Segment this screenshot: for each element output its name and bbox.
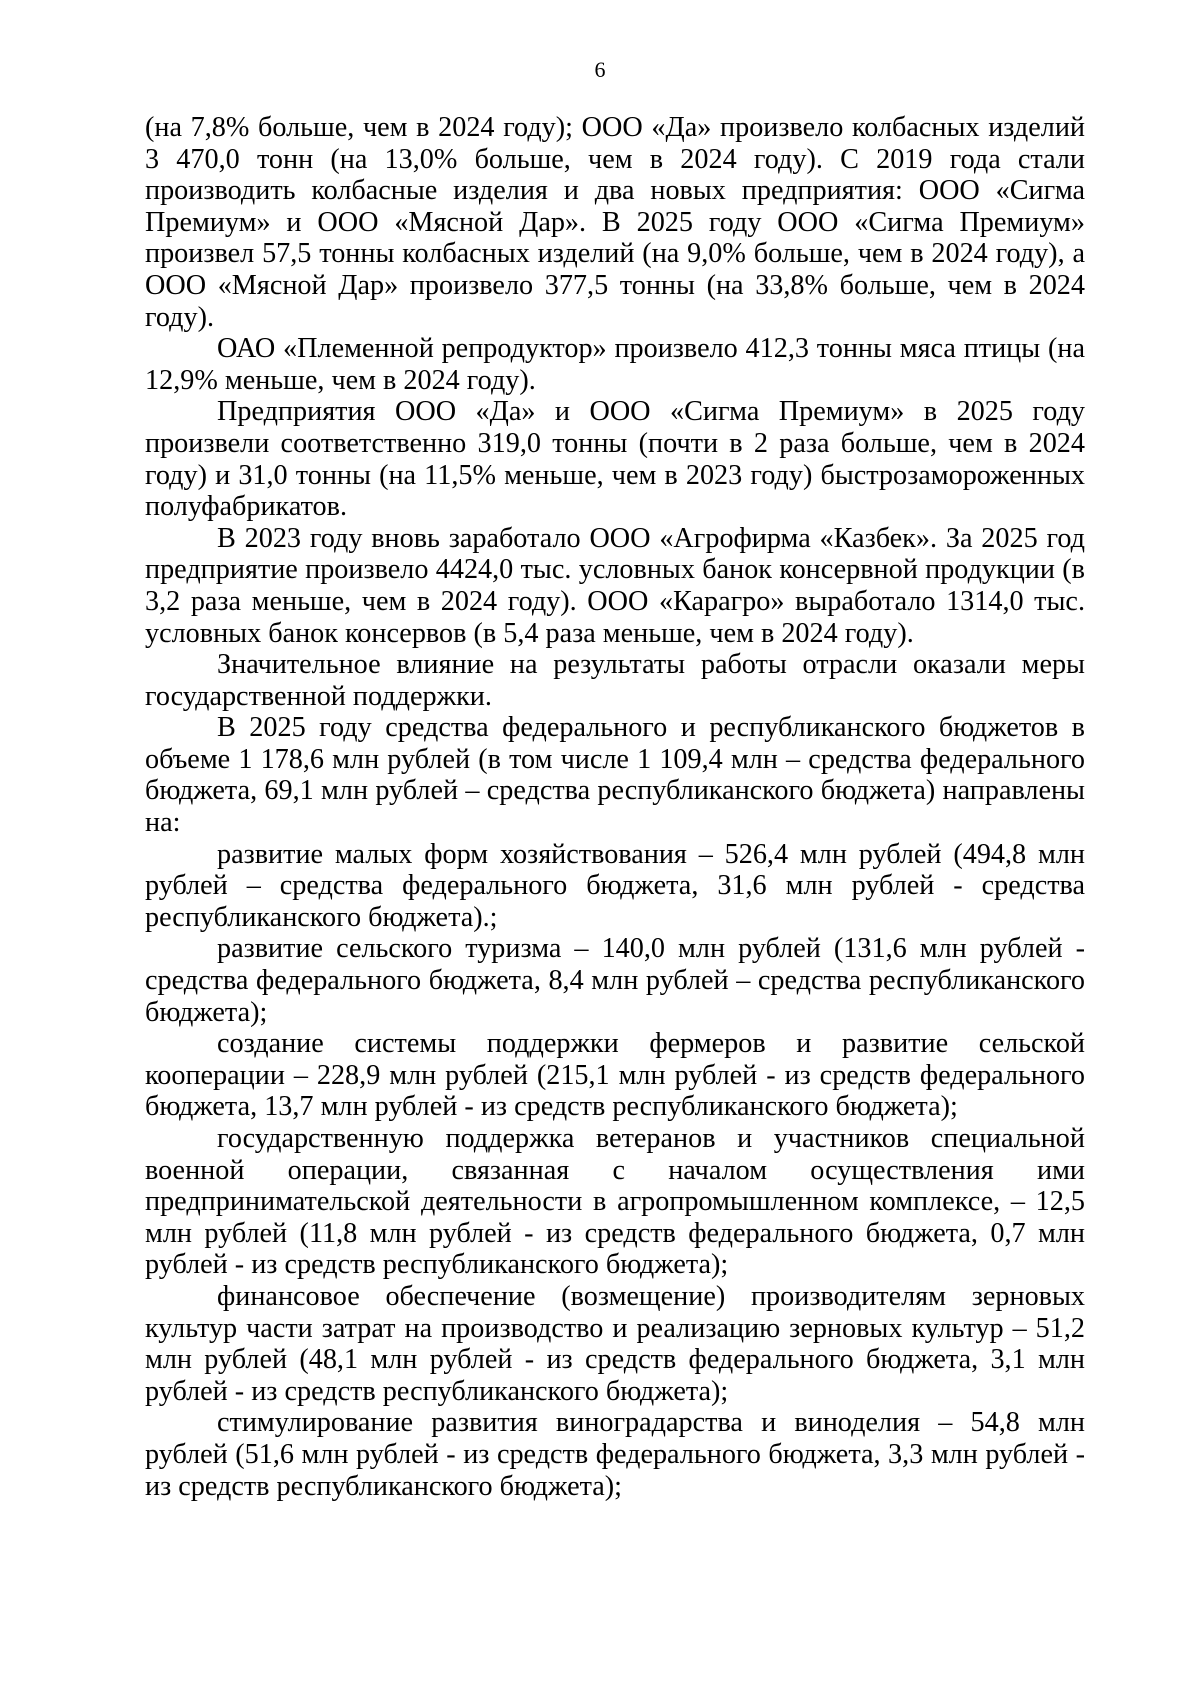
paragraph-semi-finished: Предприятия ООО «Да» и ООО «Сигма Премиум» в 2025 году произвели соответственно 319,0 тонны (почти в 2 раза больше, чем в 2024 году) и 31,0 тонны (на 11,5% меньше, чем в 2023 году) быстрозамороженных полуфабрикатов. <box>145 396 1085 523</box>
list-item-small-farms: развитие малых форм хозяйствования – 526,4 млн рублей (494,8 млн рублей – средства федерального бюджета, 31,6 млн рублей - средства республиканского бюджета).; <box>145 838 1085 933</box>
list-item-grain-producers: финансовое обеспечение (возмещение) производителям зерновых культур части затрат на производство и реализацию зерновых культур – 51,2 млн рублей (48,1 млн рублей - из средств федерального бюджета, 3,1 млн рублей - из средств республиканского бюджета); <box>145 1280 1085 1407</box>
list-item-rural-tourism: развитие сельского туризма – 140,0 млн рублей (131,6 млн рублей - средства федерального бюджета, 8,4 млн рублей – средства республиканского бюджета); <box>145 933 1085 1028</box>
paragraph-poultry: ОАО «Племенной репродуктор» произвело 412,3 тонны мяса птицы (на 12,9% меньше, чем в 2024 году). <box>145 333 1085 396</box>
paragraph-canned-goods: В 2023 году вновь заработало ООО «Агрофирма «Казбек». За 2025 год предприятие произвело 4424,0 тыс. условных банок консервной продукции (в 3,2 раза меньше, чем в 2024 году). ООО «Карагро» выработало 1314,0 тыс. условных банок консервов (в 5,4 раза меньше, чем в 2024 году). <box>145 522 1085 649</box>
document-body <box>145 112 1085 1502</box>
paragraph-sausage-production: (на 7,8% больше, чем в 2024 году); ООО «Да» произвело колбасных изделий 3 470,0 тонн (на 13,0% больше, чем в 2024 году). С 2019 года стали производить колбасные изделия и два новых предприятия: ООО «Сигма Премиум» и ООО «Мясной Дар». В 2025 году ООО «Сигма Премиум» произвел 57,5 тонны колбасных изделий (на 9,0% больше, чем в 2024 году), а ООО «Мясной Дар» произвело 377,5 тонны (на 33,8% больше, чем в 2024 году). <box>145 112 1085 333</box>
list-item-farmer-support: создание системы поддержки фермеров и развитие сельской кооперации – 228,9 млн рублей (215,1 млн рублей - из средств федерального бюджета, 13,7 млн рублей - из средств республиканского бюджета); <box>145 1028 1085 1123</box>
paragraph-budget-total: В 2025 году средства федерального и республиканского бюджетов в объеме 1 178,6 млн рублей (в том числе 1 109,4 млн – средства федерального бюджета, 69,1 млн рублей – средства республиканского бюджета) направлены на: <box>145 712 1085 839</box>
list-item-viticulture: стимулирование развития виноградарства и виноделия – 54,8 млн рублей (51,6 млн рублей - из средств федерального бюджета, 3,3 млн рублей - из средств республиканского бюджета); <box>145 1407 1085 1502</box>
page-number: 6 <box>594 57 606 82</box>
paragraph-state-support: Значительное влияние на результаты работы отрасли оказали меры государственной поддержки. <box>145 649 1085 712</box>
list-item-veterans-support: государственную поддержка ветеранов и участников специальной военной операции, связанная с началом осуществления ими предпринимательской деятельности в агропромышленном комплексе, – 12,5 млн рублей (11,8 млн рублей - из средств федерального бюджета, 0,7 млн рублей - из средств республиканского бюджета); <box>145 1123 1085 1281</box>
